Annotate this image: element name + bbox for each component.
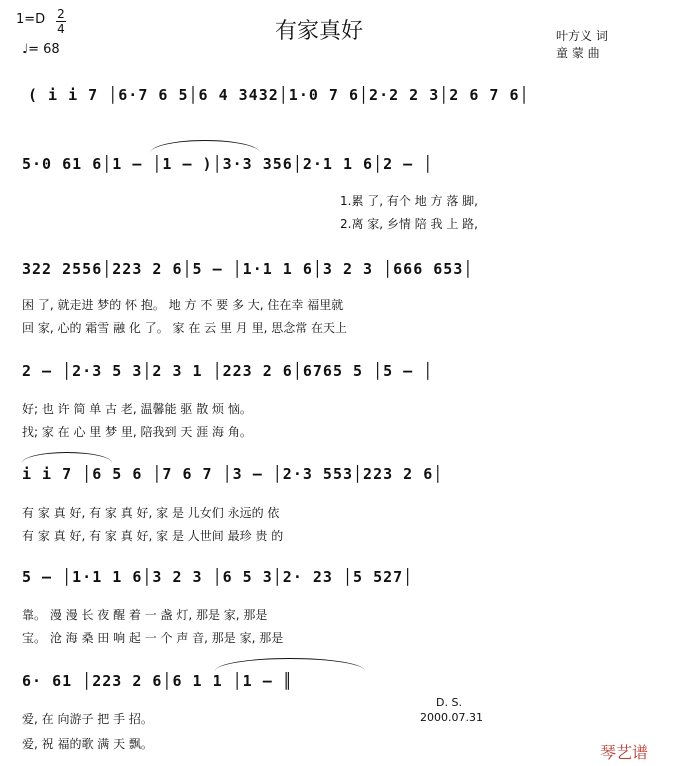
song-title: 有家真好 — [275, 19, 364, 44]
lyric-row-5-verse-1: 有 家 真 好, 有 家 真 好, 家 是 儿女们 永远的 依 — [22, 506, 280, 520]
lyric-row-2-verse-1: 1.累 了, 有个 地 方 落 脚, — [340, 194, 478, 208]
score-row-6: 5 – │1·1 1 6│3 2 3 │6 5 3│2· 23 │5 527│ — [22, 568, 414, 586]
lyric-row-3-verse-1: 困 了, 就走进 梦的 怀 抱。 地 方 不 要 多 大, 住在幸 福里就 — [22, 298, 344, 312]
tie-mark-final — [215, 658, 365, 671]
tempo-marking: ♩= 68 — [22, 42, 60, 57]
meter-bottom: 4 — [57, 22, 65, 36]
lyric-row-3-verse-2: 回 家, 心的 霜雪 融 化 了。 家 在 云 里 月 里, 思念常 在天上 — [22, 321, 348, 335]
score-row-7: 6· 61 │223 2 6│6 1 1 │1 – ║ — [22, 672, 293, 690]
site-logo: 琴艺谱 — [600, 743, 649, 762]
time-signature — [56, 8, 66, 35]
tie-mark — [150, 140, 260, 153]
lyric-row-7-verse-1: 爱, 在 向游子 把 手 招。 — [22, 712, 153, 726]
lyric-row-6-verse-2: 宝。 沧 海 桑 田 响 起 一 个 声 音, 那是 家, 那是 — [22, 631, 284, 645]
slur-mark — [22, 452, 112, 463]
key-signature: 1=D — [16, 12, 46, 27]
score-row-2: 5·0 61 6│1 – │1 – )│3·3 356│2·1 1 6│2 – │ — [22, 155, 434, 173]
score-row-4: 2 – │2·3 5 3│2 3 1 │223 2 6│6765 5 │5 – │ — [22, 362, 434, 380]
lyricist-credit: 叶方义 词 — [556, 29, 608, 43]
dal-segno-mark: D. S. — [436, 696, 462, 709]
lyric-row-4-verse-2: 找; 家 在 心 里 梦 里, 陪我到 天 涯 海 角。 — [22, 425, 252, 439]
lyric-row-4-verse-1: 好; 也 许 简 单 古 老, 温馨能 驱 散 烦 恼。 — [22, 402, 252, 416]
score-row-3: 322 2556│223 2 6│5 – │1·1 1 6│3 2 3 │666 653│ — [22, 260, 474, 278]
score-row-1: ( i i 7 │6·7 6 5│6 4 3432│1·0 7 6│2·2 2 3│2 6 7 6│ — [28, 86, 530, 104]
meter-top: 2 — [57, 7, 65, 21]
composition-date: 2000.07.31 — [420, 711, 483, 724]
score-row-5: i i 7 │6 5 6 │7 6 7 │3 – │2·3 553│223 2 6│ — [22, 465, 444, 483]
lyric-row-5-verse-2: 有 家 真 好, 有 家 真 好, 家 是 人世间 最珍 贵 的 — [22, 529, 284, 543]
composer-credit: 童 蒙 曲 — [556, 46, 600, 60]
lyric-row-2-verse-2: 2.离 家, 乡情 陪 我 上 路, — [340, 217, 478, 231]
lyric-row-6-verse-1: 靠。 漫 漫 长 夜 醒 着 一 盏 灯, 那是 家, 那是 — [22, 608, 268, 622]
lyric-row-7-verse-2: 爱, 祝 福的歌 满 天 飘。 — [22, 737, 153, 751]
